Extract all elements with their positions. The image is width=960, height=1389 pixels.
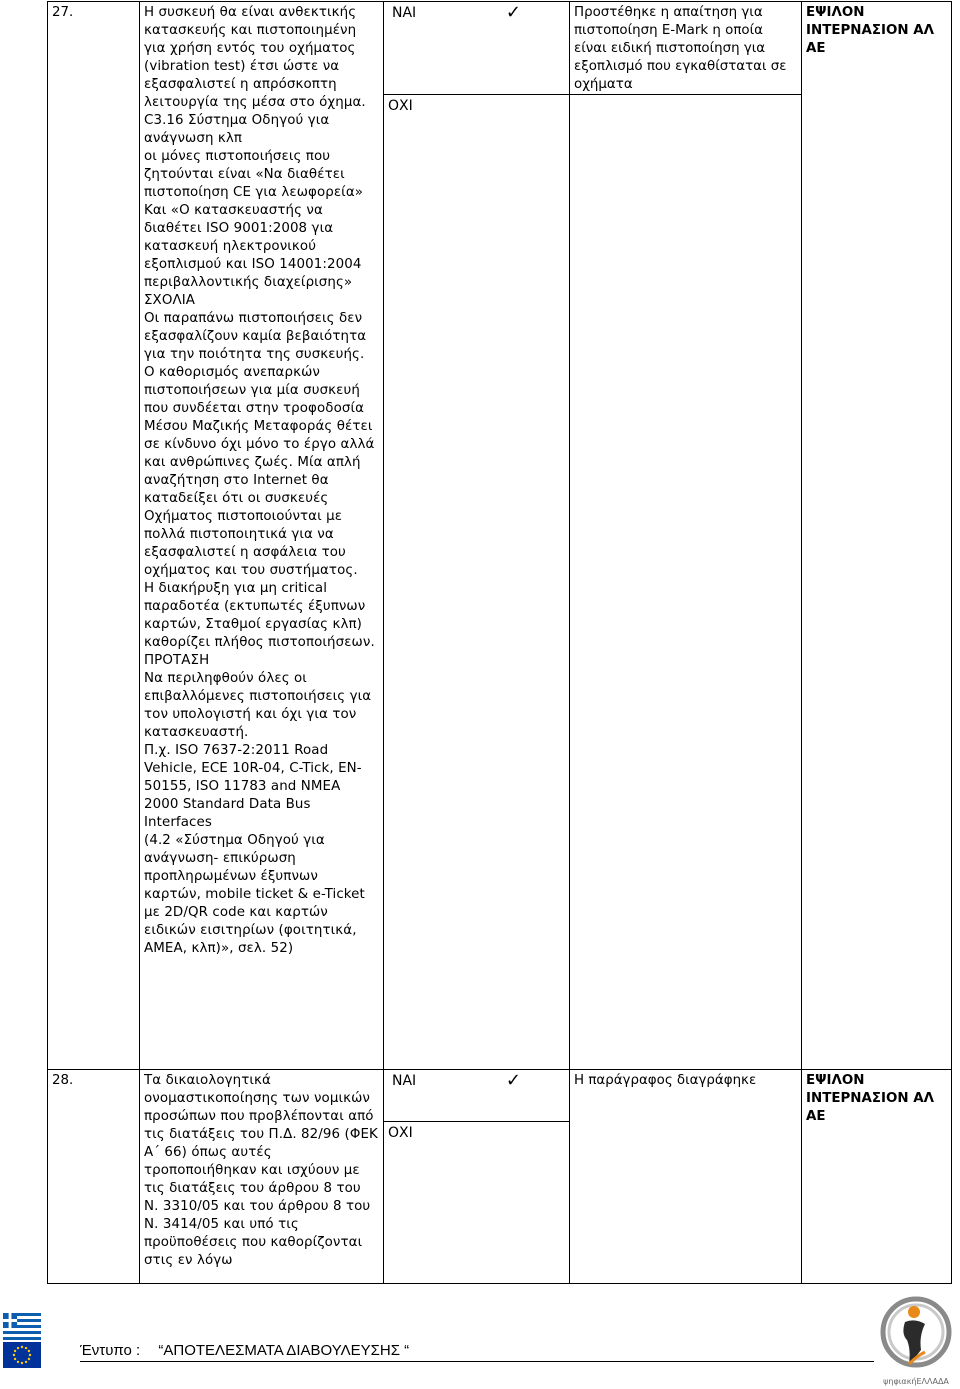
yes-cell: [384, 1070, 570, 1122]
eu-flag-icon: [3, 1342, 41, 1368]
no-label: ΟΧΙ: [388, 1125, 413, 1142]
table-row: [48, 2, 952, 95]
eu-star: [14, 1358, 16, 1360]
row-number: 27.: [48, 2, 140, 1070]
eu-star: [28, 1350, 30, 1352]
no-cell: [384, 95, 570, 1070]
committee-comment: Η παράγραφος διαγράφηκε: [570, 1070, 802, 1284]
eu-star: [29, 1354, 31, 1356]
yes-cell: [384, 2, 570, 95]
form-title: “ΑΠΟΤΕΛΕΣΜΑΤΑ ΔΙΑΒΟΥΛΕΥΣΗΣ “: [158, 1342, 410, 1359]
eu-star: [14, 1350, 16, 1352]
requirement-text: Τα δικαιολογητικά ονομαστικοποίησης των νομικών προσώπων που προβλέπονται από τις διατάξεις του Π.Δ. 82/96 (ΦΕΚ Α΄ 66) όπως αυτές τροποποιήθηκαν και ισχύουν με τις διατάξεις του άρθρου 8 του Ν. 3310/05 και του άρθρου 8 του Ν. 3414/05 και υπό τις προϋποθέσεις που καθορίζονται στις εν λόγω: [140, 1070, 384, 1284]
eu-star: [13, 1354, 15, 1356]
requirement-text: Η συσκευή θα είναι ανθεκτικής κατασκευής και πιστοποιημένη για χρήση εντός του οχήματος (vibration test) έτσι ώστε να εξασφαλιστεί η απρόσκοπτη λειτουργία της μέσα στο όχημα. C3.16 Σύστημα Οδηγού για ανάγνωση κλπ οι μόνες πιστοποιήσεις που ζητούνται είναι «Να διαθέτει πιστοποίηση CE για λεωφορεία» Και «Ο κατασκευαστής να διαθέτει ISO 9001:2008 για κατασκευή ηλεκτρονικού εξοπλισμού και ISO 14001:2004 περιβαλλοντικής διαχείρισης» ΣΧΟΛΙΑ Οι παραπάνω πιστοποιήσεις δεν εξασφαλίζουν καμία βεβαιότητα για την ποιότητα της συσκευής. Ο καθορισμός ανεπαρκών πιστοποιήσεων για μία συσκευή που συνδέεται στην τροφοδοσία Μέσου Μαζικής Μεταφοράς θέτει σε κίνδυνο όχι μόνο το έργο αλλά και ανθρώπινες ζωές. Μία απλή αναζήτηση στο Internet θα καταδείξει ότι οι συσκευές Οχήματος πιστοποιούνται με πολλά πιστοποιητικά για να εξασφαλιστεί η ασφάλεια του οχήματος και του συστήματος. Η διακήρυξη για μη critical παραδοτέα (εκτυπωτές έξυπνων καρτών, Σταθμοί εργασίας κλπ) καθορίζει πλήθος πιστοποιήσεων. ΠΡΟΤΑΣΗ Να περιληφθούν όλες οι επιβαλλόμενες πιστοποιήσεις για τον υπολογιστή και όχι για τον κατασκευαστή. Π.χ. ISO 7637-2:2011 Road Vehicle, ECE 10R-04, C-Tick, EN-50155, ISO 11783 and NMEA 2000 Standard Data Bus Interfaces (4.2 «Σύστημα Οδηγού για ανάγνωση- επικύρωση προπληρωμένων έξυπνων καρτών, mobile ticket & e-Ticket με 2D/QR code και καρτών ειδικών εισιτηρίων (φοιτητικά, ΑΜΕΑ, κλπ)», σελ. 52): [140, 2, 384, 1070]
check-icon: ✓: [505, 1070, 521, 1091]
check-icon: ✓: [505, 2, 521, 23]
organization-name: ΕΨΙΛΟΝ ΙΝΤΕΡΝΑΣΙΟΝ ΑΛ ΑΕ: [802, 1070, 952, 1284]
committee-comment: Προστέθηκε η απαίτηση για πιστοποίηση E-Mark η οποία είναι ειδική πιστοποίηση για εξοπλισμό που εγκαθίσταται σε οχήματα: [570, 2, 802, 95]
yes-label: ΝΑΙ: [392, 5, 417, 21]
eu-star: [21, 1346, 23, 1348]
eu-star: [28, 1358, 30, 1360]
footer: [80, 1342, 409, 1359]
eu-star: [25, 1361, 27, 1363]
logo-text: ψηφιακήΕΛΛΑΔΑ: [883, 1377, 949, 1386]
comment-empty-cell: [570, 95, 802, 1070]
consultation-table: [47, 1, 952, 1284]
yes-label: ΝΑΙ: [392, 1073, 417, 1089]
organization-name: ΕΨΙΛΟΝ ΙΝΤΕΡΝΑΣΙΟΝ ΑΛ ΑΕ: [802, 2, 952, 1070]
eu-star: [21, 1362, 23, 1364]
eu-star: [17, 1361, 19, 1363]
no-label: ΟΧΙ: [388, 98, 413, 114]
footer-rule: [80, 1361, 874, 1362]
form-label: Έντυπο :: [80, 1342, 141, 1359]
digital-greece-logo: [875, 1292, 957, 1387]
greek-flag-icon: [3, 1313, 41, 1340]
eu-star: [17, 1347, 19, 1349]
no-cell: [384, 1122, 570, 1284]
eu-star: [25, 1347, 27, 1349]
table-row: [48, 1070, 952, 1122]
row-number: 28.: [48, 1070, 140, 1284]
